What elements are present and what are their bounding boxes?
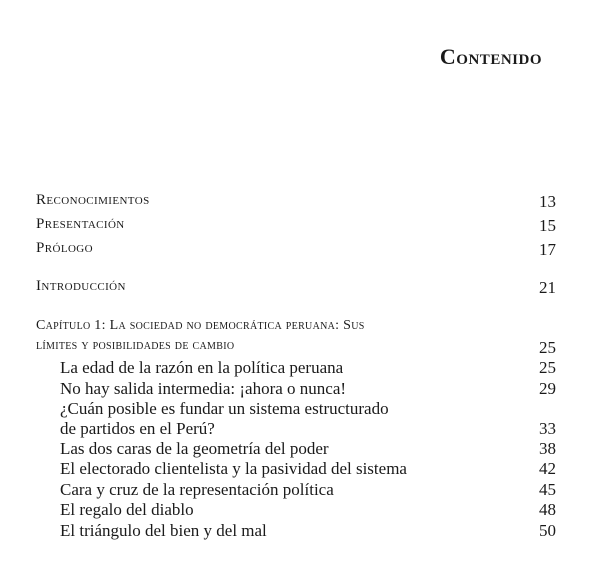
toc-section [36,358,556,380]
toc-section-page: 25 [539,358,556,377]
toc-section-page: 42 [539,459,556,478]
page-title: Contenido [439,44,542,69]
chapter-1-title-cont: límites y posibilidades de cambio [36,338,235,353]
chapter-1-heading-line-1 [36,318,556,340]
toc-entry-label: Presentación [36,216,125,232]
toc-section [36,399,556,421]
toc-entry-page: 17 [539,240,556,259]
toc-section [36,480,556,502]
chapter-1-title: Capítulo 1: La sociedad no democrática peruana: Sus [36,318,365,333]
toc-entry-page: 15 [539,216,556,235]
toc-section-label: de partidos en el Perú? [60,419,215,438]
toc-section-label: Cara y cruz de la representación política [60,480,334,499]
toc-section [36,500,556,522]
toc-entry-page: 21 [539,278,556,297]
toc-section [36,521,556,543]
toc-section-label: La edad de la razón en la política peruana [60,358,344,377]
toc-section-page: 38 [539,439,556,458]
toc-entry-page: 25 [539,338,556,357]
toc-section [36,459,556,481]
toc-entry-introduccion [36,278,556,300]
toc-entry-label: Introducción [36,278,126,294]
toc-section-label: El electorado clientelista y la pasividad del sistema [60,459,407,478]
toc-section-label: No hay salida intermedia: ¡ahora o nunca! [60,379,347,398]
toc-section [36,439,556,461]
toc-section-page: 33 [539,419,556,438]
toc-entry-label: Reconocimientos [36,192,150,208]
toc-section-label: ¿Cuán posible es fundar un sistema estructurado [60,399,389,418]
toc-section-page: 45 [539,480,556,499]
toc-section-page: 29 [539,379,556,398]
toc-entry-reconocimientos [36,192,556,214]
toc-section-label: El triángulo del bien y del mal [60,521,267,540]
toc-section-label: Las dos caras de la geometría del poder [60,439,329,458]
chapter-1-heading-line-2 [36,338,556,360]
toc-entry-presentacion [36,216,556,238]
toc-entry-page: 13 [539,192,556,211]
toc-section [36,419,556,441]
toc-section-page: 48 [539,500,556,519]
toc-section-label: El regalo del diablo [60,500,194,519]
toc-entry-label: Prólogo [36,240,93,256]
toc-entry-prologo [36,240,556,262]
toc-section-page: 50 [539,521,556,540]
toc-section [36,379,556,401]
